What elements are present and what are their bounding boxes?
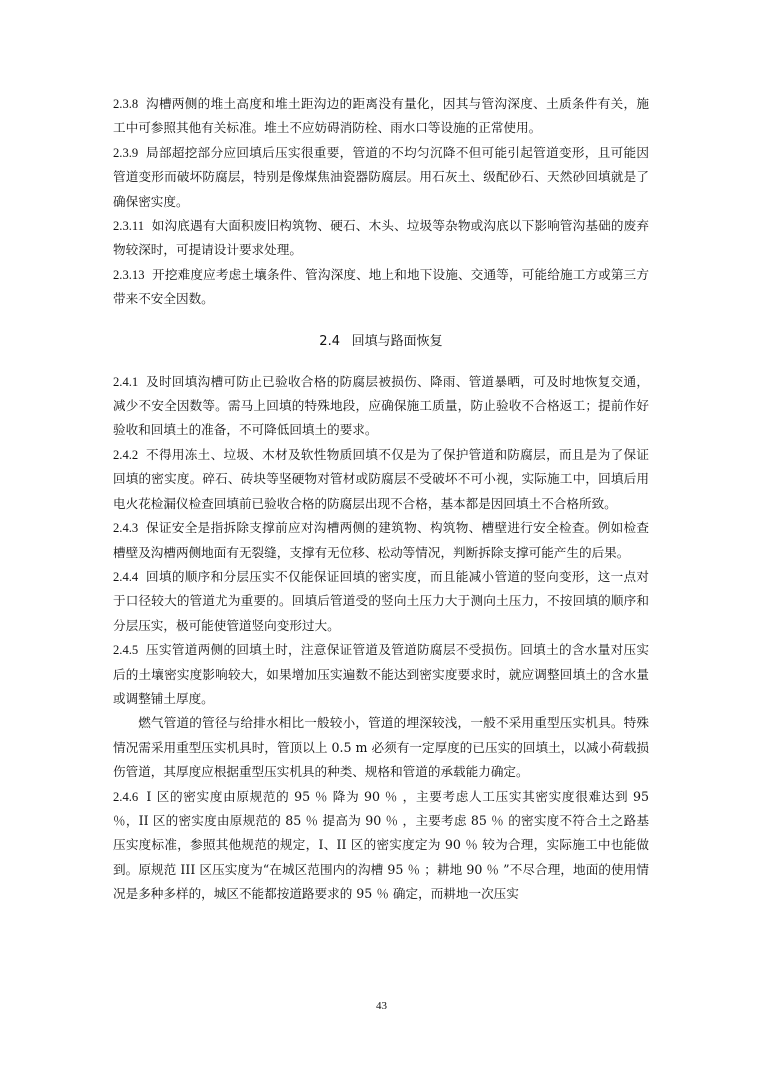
clause-2-4-1 [113, 370, 649, 443]
clause-text: 及时回填沟槽可防止已验收合格的防腐层被损伤、降雨、管道暴晒，可及时地恢复交通，减少不安全因数等。需马上回填的特殊地段，应确保施工质量，防止验收不合格返工；提前作好验收和回填土的准备，不可降低回填土的要求。 [113, 373, 649, 438]
clause-text: 不得用冻土、垃圾、木材及软性物质回填不仅是为了保护管道和防腐层，而且是为了保证回填的密实度。碎石、砖块等坚硬物对管材或防腐层不受破坏不可小视，实际施工中，回填后用电火花检漏仪检查回填前已验收合格的防腐层出现不合格，基本都是因回填土不合格所致。 [113, 446, 649, 511]
clause-number: 2.4.3 [113, 521, 139, 536]
clause-number: 2.3.9 [113, 145, 139, 160]
clause-text: 回填的顺序和分层压实不仅能保证回填的密实度，而且能减小管道的竖向变形，这一点对于口径较大的管道尤为重要的。回填后管道受的竖向土压力大于测向土压力，不按回填的顺序和分层压实，极可能使管道竖向变形过大。 [113, 568, 649, 633]
section-title: 回填与路面恢复 [351, 333, 443, 349]
clause-2-4-2 [113, 443, 649, 516]
clause-number: 2.4.4 [113, 569, 139, 584]
clause-2-3-11 [113, 214, 649, 263]
clause-number: 2.3.13 [113, 267, 145, 282]
clause-number: 2.3.11 [113, 219, 145, 234]
clause-text: 压实管道两侧的回填土时，注意保证管道及管道防腐层不受损伤。回填土的含水量对压实后的土壤密实度影响较大，如果增加压实遍数不能达到密实度要求时，就应调整回填土的含水量或调整铺土厚度。 [113, 642, 649, 706]
clause-text: 局部超挖部分应回填后压实很重要，管道的不均匀沉降不但可能引起管道变形，且可能因管道变形而破坏防腐层，特别是像煤焦油瓷器防腐层。用石灰土、级配砂石、天然砂回填就是了确保密实度。 [113, 144, 649, 209]
clause-text: 保证安全是指拆除支撑前应对沟槽两侧的建筑物、构筑物、槽壁进行安全检查。例如检查槽壁及沟槽两侧地面有无裂缝，支撑有无位移、松动等情况，判断拆除支撑可能产生的后果。 [113, 520, 649, 560]
clause-text: 燃气管道的管径与给排水相比一般较小，管道的埋深较浅，一般不采用重型压实机具。特殊情况需采用重型压实机具时，管顶以上 0.5 m 必须有一定厚度的已压实的回填土，以减小荷载损伤管道，其厚度应根据重型压实机具的种类、规格和管道的承载能力确定。 [113, 715, 649, 780]
clause-number: 2.4.5 [113, 643, 139, 658]
clause-block-2-3 [113, 92, 649, 312]
clause-number: 2.4.1 [113, 374, 139, 389]
clause-text: 沟槽两侧的堆土高度和堆土距沟边的距离没有量化，因其与管沟深度、土质条件有关，施工中可参照其他有关标准。堆土不应妨碍消防栓、雨水口等设施的正常使用。 [113, 96, 649, 136]
clause-2-4-3 [113, 516, 649, 565]
clause-2-4-6 [113, 785, 649, 907]
page-number: 43 [376, 1000, 387, 1012]
clause-2-4-4 [113, 565, 649, 638]
clause-text: 如沟底遇有大面积废旧构筑物、硬石、木头、垃圾等杂物或沟底以下影响管沟基础的废弃物较深时，可提请设计要求处理。 [113, 218, 649, 258]
clause-text: Ⅰ 区的密实度由原规范的 95 ％ 降为 90 ％ ，主要考虑人工压实其密实度很难达到 95 ％，II 区的密实度由原规范的 85 ％ 提高为 90 ％ ，主要考虑 85 ％ 的密实度不符合土之路基压实度标准，参照其他规范的规定，Ⅰ、II 区的密实度定为 90 ％ 较为合理，实际施工中也能做到。原规范 III 区压实度为“在城区范围内的沟槽 95 ％ ；耕地 90 ％ ”不尽合理，地面的使用情况是多种多样的，城区不能都按道路要求的 95 ％ 确定，而耕地一次压实 [113, 788, 649, 902]
document-body [113, 92, 649, 907]
clause-2-3-9 [113, 141, 649, 214]
clause-number: 2.4.6 [113, 789, 139, 804]
clause-2-3-13 [113, 263, 649, 312]
section-number: 2.4 [319, 333, 340, 349]
clause-2-3-8 [113, 92, 649, 141]
section-heading [113, 331, 649, 353]
clause-text: 开挖难度应考虑土壤条件、管沟深度、地上和地下设施、交通等，可能给施工方或第三方带来不安全因数。 [113, 266, 649, 307]
clause-number: 2.4.2 [113, 447, 139, 462]
clause-number: 2.3.8 [113, 97, 139, 111]
clause-block-2-4 [113, 370, 649, 907]
clause-2-4-5-continuation [113, 711, 649, 784]
clause-2-4-5 [113, 638, 649, 711]
